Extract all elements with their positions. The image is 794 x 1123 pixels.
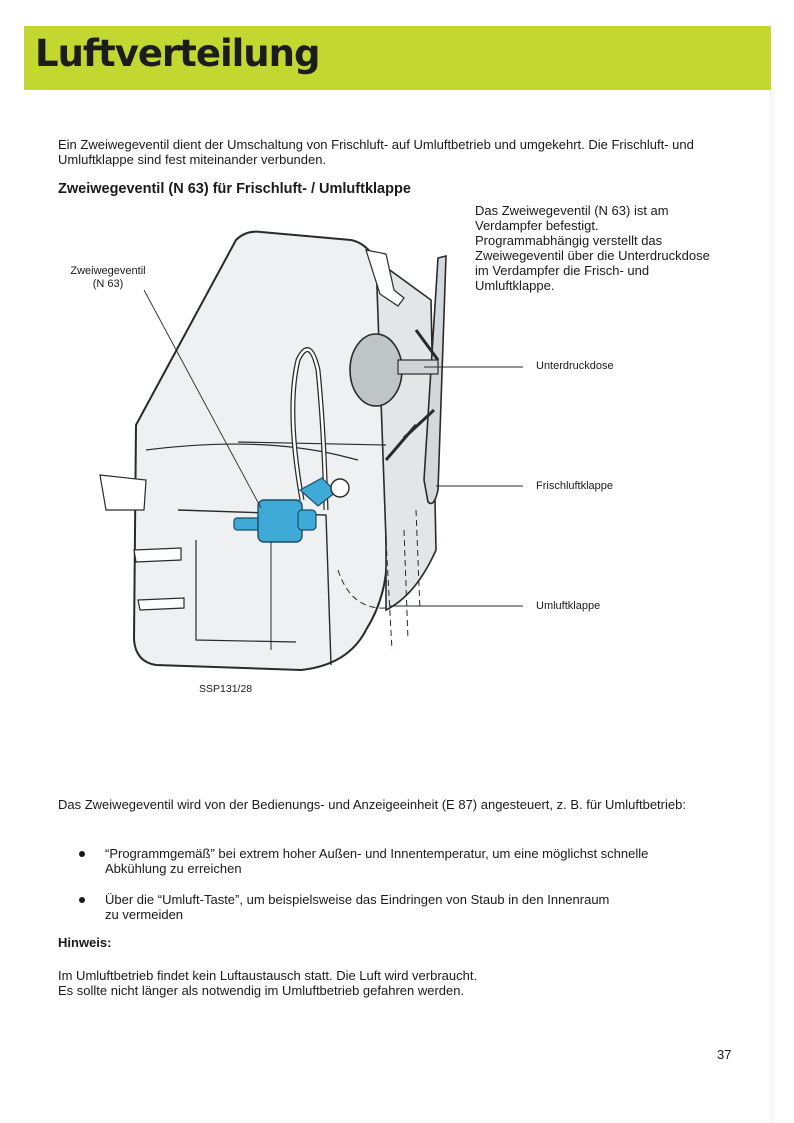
note-heading: Hinweis: [58, 935, 112, 950]
note-text [58, 968, 748, 998]
figure-caption: SSP131/28 [199, 683, 253, 695]
bullet-line: zu vermeiden [105, 907, 184, 922]
page-edge-shadow [770, 90, 776, 1123]
callout-valve-line2: (N 63) [92, 278, 124, 290]
bullet-line: Abkühlung zu erreichen [105, 861, 242, 876]
page-number: 37 [717, 1047, 732, 1062]
bullet-item [105, 892, 715, 922]
vacuum-canister [350, 334, 402, 406]
callout-recirc-flap: Umluftklappe [536, 600, 601, 612]
valve-illustration [86, 210, 536, 680]
bullet-dot [79, 897, 85, 903]
bullet-dot [79, 851, 85, 857]
note-line: Es sollte nicht länger als notwendig im Umluftbetrieb gefahren werden. [58, 983, 465, 998]
callout-valve-line1: Zweiwegeventil [70, 265, 146, 277]
intro-paragraph: Ein Zweiwegeventil dient der Umschaltung von Frischluft- auf Umluftbetrieb und umgekehrt. Die Frischluft- und Umluftklappe sind fest miteinander verbunden. [58, 137, 694, 167]
body-paragraph: Das Zweiwegeventil wird von der Bedienungs- und Anzeigeeinheit (E 87) angesteuert, z. B. für Umluftbetrieb: [58, 797, 686, 812]
bullet-line: “Programmgemäß” bei extrem hoher Außen- und Innentemperatur, um eine möglichst schnelle [105, 846, 649, 861]
bullet-item [105, 846, 715, 876]
figure-description: Das Zweiwegeventil (N 63) ist am Verdampfer befestigt. Programmabhängig verstellt das Zweiwegeventil über die Unterdruckdose im Verdampfer die Frisch- und Umluftklappe. [475, 203, 710, 293]
bullet-line: Über die “Umluft-Taste”, um beispielsweise das Eindringen von Staub in den Innenraum [105, 892, 610, 907]
note-line: Im Umluftbetrieb findet kein Luftaustausch statt. Die Luft wird verbraucht. [58, 968, 478, 983]
callout-valve [68, 265, 148, 291]
page-title: Luftverteilung [35, 32, 320, 75]
section-heading: Zweiwegeventil (N 63) für Frischluft- / Umluftklappe [58, 181, 411, 197]
callout-fresh-air-flap: Frischluftklappe [536, 480, 614, 492]
callout-vacuum-canister: Unterdruckdose [536, 360, 614, 372]
